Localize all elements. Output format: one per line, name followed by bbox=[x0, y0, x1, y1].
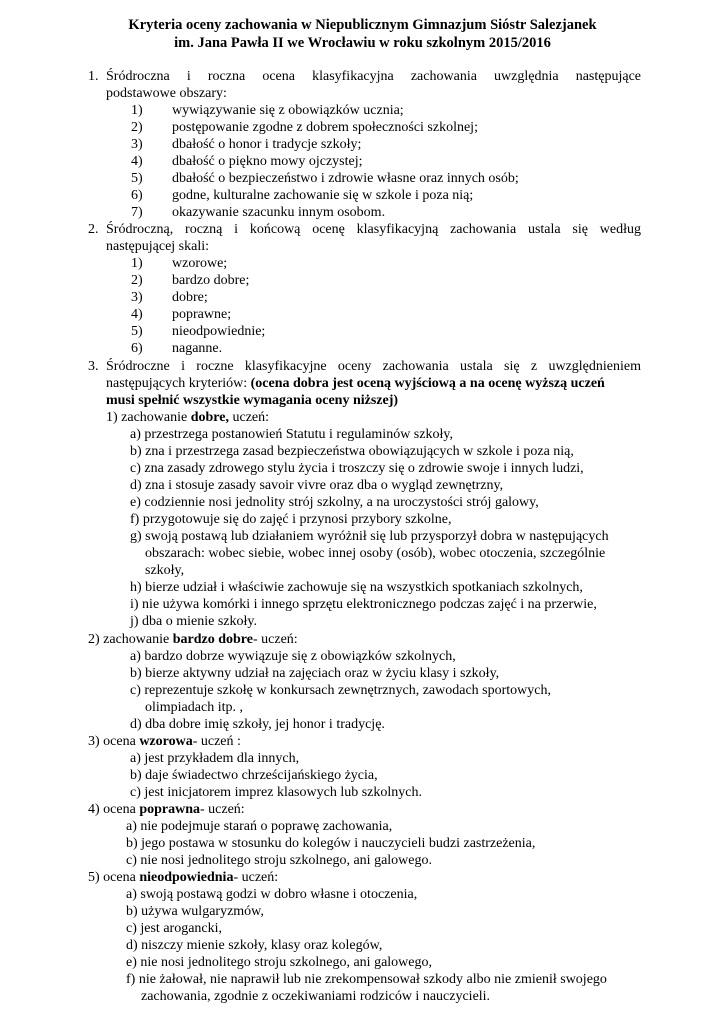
criterion-item: c) nie nosi jednolitego stroju szkolnego, ani galowego. bbox=[126, 853, 432, 868]
criterion-item: d) dba dobre imię szkoły, jej honor i tradycję. bbox=[130, 717, 385, 732]
document-title-line-1: Kryteria oceny zachowania w Niepublicznym Gimnazjum Sióstr Salezjanek bbox=[128, 17, 597, 33]
section-2-item-text: nieodpowiednie; bbox=[172, 324, 266, 339]
section-2-item-number: 2) bbox=[131, 273, 143, 288]
section-2-item-text: poprawne; bbox=[172, 307, 232, 322]
section-1-item-text: postępowanie zgodne z dobrem społeczności szkolnej; bbox=[172, 120, 478, 135]
section-2-item-number: 5) bbox=[131, 324, 143, 339]
grade-heading-prefix: 2) zachowanie bbox=[88, 632, 173, 647]
grade-heading-prefix: 4) ocena bbox=[88, 802, 140, 817]
criterion-item: a) swoją postawą godzi w dobro własne i otoczenia, bbox=[126, 887, 418, 902]
criterion-item: b) daje świadectwo chrześcijańskiego życia, bbox=[130, 768, 378, 783]
grade-heading-name: poprawna bbox=[139, 802, 200, 817]
section-1-item-text: dbałość o honor i tradycje szkoły; bbox=[172, 137, 362, 152]
section-2-item-number: 3) bbox=[131, 290, 143, 305]
grade-poprawna-heading bbox=[88, 801, 245, 818]
criterion-item-continuation: olimpiadach itp. , bbox=[145, 700, 243, 715]
criterion-item: b) jego postawa w stosunku do kolegów i nauczycieli budzi zastrzeżenia, bbox=[126, 836, 536, 851]
section-2-item-text: dobre; bbox=[172, 290, 208, 305]
grade-wzorowa-heading bbox=[88, 733, 241, 750]
grade-nieodpowiednia-heading bbox=[88, 869, 278, 886]
section-2-intro-line-2: następującej skali: bbox=[106, 239, 210, 254]
section-3-intro-text: następujących kryteriów: bbox=[106, 376, 251, 391]
section-1-item-number: 4) bbox=[131, 154, 143, 169]
grade-heading-prefix: 1) zachowanie bbox=[106, 410, 191, 425]
section-2-intro-line-1: Śródroczną, roczną i końcową ocenę klasyfikacyjną zachowania ustala się według bbox=[106, 222, 641, 237]
grade-heading-suffix: - uczeń: bbox=[252, 632, 298, 647]
grade-heading-suffix: - uczeń: bbox=[200, 802, 245, 817]
section-3-intro-line-3: musi spełnić wszystkie wymagania oceny niższej) bbox=[106, 393, 399, 408]
section-1-item-number: 1) bbox=[131, 103, 143, 118]
grade-heading-name: wzorowa bbox=[139, 734, 193, 749]
criterion-item-continuation: zachowania, zgodnie z oczekiwaniami rodziców i nauczycieli. bbox=[141, 989, 491, 1004]
grade-heading-suffix: - uczeń : bbox=[192, 734, 241, 749]
criterion-item: b) używa wulgaryzmów, bbox=[126, 904, 264, 919]
section-1-item-number: 7) bbox=[131, 205, 143, 220]
criterion-item: b) zna i przestrzega zasad bezpieczeństwa obowiązujących w szkole i poza nią, bbox=[130, 444, 574, 459]
criterion-item: c) jest inicjatorem imprez klasowych lub szkolnych. bbox=[130, 785, 422, 800]
section-2-item-text: naganne. bbox=[172, 341, 223, 356]
section-1-item-text: dbałość o bezpieczeństwo i zdrowie własne oraz innych osób; bbox=[172, 171, 519, 186]
section-3-number: 3. bbox=[88, 359, 99, 374]
criterion-item: e) codziennie nosi jednolity strój szkolny, a na uroczystości strój galowy, bbox=[130, 495, 539, 510]
section-1-intro-line-2: podstawowe obszary: bbox=[106, 86, 227, 101]
criterion-item: c) reprezentuje szkołę w konkursach zewnętrznych, zawodach sportowych, bbox=[130, 683, 551, 698]
section-2-item-number: 6) bbox=[131, 341, 143, 356]
section-1-item-number: 3) bbox=[131, 137, 143, 152]
criterion-item-continuation: szkoły, bbox=[145, 563, 185, 578]
section-1-number: 1. bbox=[88, 69, 99, 84]
document-title-line-2: im. Jana Pawła II we Wrocławiu w roku szkolnym 2015/2016 bbox=[174, 35, 551, 51]
section-2-item-number: 4) bbox=[131, 307, 143, 322]
criterion-item: h) bierze udział i właściwie zachowuje się na wszystkich spotkaniach szkolnych, bbox=[130, 580, 583, 595]
section-3-intro-bold: (ocena dobra jest oceną wyjściową a na ocenę wyższą uczeń bbox=[250, 376, 605, 391]
criterion-item: g) swoją postawą lub działaniem wyróżnił się lub przysporzył dobra w następujących bbox=[130, 529, 609, 544]
grade-heading-name: nieodpowiednia bbox=[139, 870, 234, 885]
section-2-item-number: 1) bbox=[131, 256, 143, 271]
section-3-intro-line-2 bbox=[106, 375, 605, 392]
section-1-item-number: 5) bbox=[131, 171, 143, 186]
grade-heading-name: bardzo dobre bbox=[172, 632, 253, 647]
section-1-item-number: 6) bbox=[131, 188, 143, 203]
criterion-item: b) bierze aktywny udział na zajęciach oraz w życiu klasy i szkoły, bbox=[130, 666, 500, 681]
section-1-intro-line-1: Śródroczna i roczna ocena klasyfikacyjna zachowania uwzględnia następujące bbox=[106, 69, 641, 84]
grade-heading-suffix: - uczeń: bbox=[233, 870, 279, 885]
criterion-item: a) jest przykładem dla innych, bbox=[130, 751, 300, 766]
criterion-item: c) jest arogancki, bbox=[126, 921, 223, 936]
criterion-item: f) nie żałował, nie naprawił lub nie zrekompensował szkody albo nie zmienił swojego bbox=[126, 972, 607, 987]
criterion-item: i) nie używa komórki i innego sprzętu elektronicznego podczas zajęć i na przerwie, bbox=[130, 597, 597, 612]
criterion-item: a) przestrzega postanowień Statutu i regulaminów szkoły, bbox=[130, 427, 453, 442]
section-2-item-text: bardzo dobre; bbox=[172, 273, 250, 288]
grade-bardzo-dobre-heading bbox=[88, 631, 298, 648]
criterion-item: a) bardzo dobrze wywiązuje się z obowiązków szkolnych, bbox=[130, 649, 456, 664]
grade-heading-name: dobre, bbox=[190, 410, 229, 425]
section-1-item-text: godne, kulturalne zachowanie się w szkole i poza nią; bbox=[172, 188, 474, 203]
grade-heading-suffix: uczeń: bbox=[228, 410, 270, 425]
section-1-item-text: dbałość o piękno mowy ojczystej; bbox=[172, 154, 363, 169]
criterion-item: a) nie podejmuje starań o poprawę zachowania, bbox=[126, 819, 393, 834]
grade-heading-prefix: 5) ocena bbox=[88, 870, 140, 885]
section-1-item-text: wywiązywanie się z obowiązków ucznia; bbox=[172, 103, 404, 118]
section-1-item-number: 2) bbox=[131, 120, 143, 135]
criterion-item: d) zna i stosuje zasady savoir vivre oraz dba o wygląd zewnętrzny, bbox=[130, 478, 504, 493]
criterion-item: f) przygotowuje się do zajęć i przynosi przybory szkolne, bbox=[130, 512, 452, 527]
section-1-item-text: okazywanie szacunku innym osobom. bbox=[172, 205, 386, 220]
grade-dobre-heading bbox=[106, 409, 269, 426]
criterion-item: e) nie nosi jednolitego stroju szkolnego, ani galowego, bbox=[126, 955, 432, 970]
section-3-intro-line-1: Śródroczne i roczne klasyfikacyjne oceny zachowania ustala się z uwzględnieniem bbox=[106, 359, 641, 374]
grade-heading-prefix: 3) ocena bbox=[88, 734, 140, 749]
criterion-item-continuation: obszarach: wobec siebie, wobec innej osoby (osób), wobec otoczenia, szczególnie bbox=[145, 546, 606, 561]
criterion-item: c) zna zasady zdrowego stylu życia i troszczy się o zdrowie swoje i innych ludzi, bbox=[130, 461, 584, 476]
criterion-item: d) niszczy mienie szkoły, klasy oraz kolegów, bbox=[126, 938, 383, 953]
criterion-item: j) dba o mienie szkoły. bbox=[130, 614, 258, 629]
section-2-item-text: wzorowe; bbox=[172, 256, 228, 271]
section-2-number: 2. bbox=[88, 222, 99, 237]
